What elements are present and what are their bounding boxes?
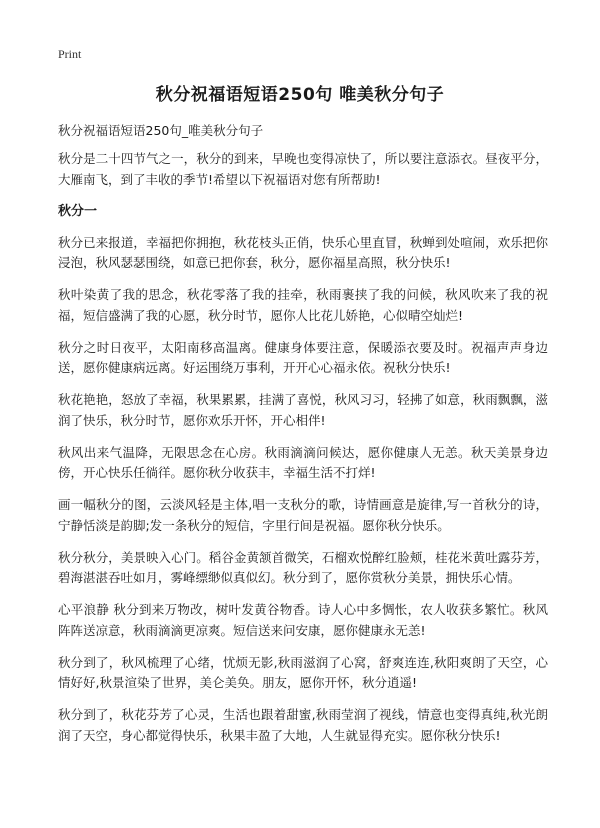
blessing-paragraph: 秋分到了，秋花芬芳了心灵，生活也跟着甜蜜,秋雨莹润了视线，情意也变得真纯,秋光朗润了天空，身心都觉得快乐，秋果丰盈了大地，人生就显得充实。愿你秋分快乐! <box>58 707 548 743</box>
blessing-paragraph: 秋分秋分，美景映入心门。稻谷金黄颔首微笑，石榴欢悦醉红脸颊，桂花米黄吐露芬芳，碧海湛湛吞吐如月，雾峰缥缈似真似幻。秋分到了，愿你赏秋分美景，拥快乐心情。 <box>58 549 548 585</box>
blessing-paragraph: 秋分到了，秋风梳理了心绪，忧烦无影,秋雨滋润了心窝，舒爽连连,秋阳爽朗了天空，心情好好,秋景渲染了世界，美仑美奂。朋友，愿你开怀，秋分逍遥! <box>58 654 548 690</box>
intro-paragraph: 秋分是二十四节气之一，秋分的到来，早晚也变得凉快了，所以要注意添衣。昼夜平分，大雁南飞，到了丰收的季节!希望以下祝福语对您有所帮助! <box>58 151 548 187</box>
blessing-paragraph: 秋风出来气温降，无限思念在心房。秋雨滴滴问候达，愿你健康人无恙。秋天美景身边傍，开心快乐任徜徉。愿你秋分收获丰，幸福生活不打烊! <box>58 444 548 480</box>
page-title: 秋分祝福语短语250句 唯美秋分句子 <box>155 85 445 105</box>
blessing-paragraph: 秋花艳艳，怒放了幸福，秋果累累，挂满了喜悦，秋风习习，轻拂了如意，秋雨飘飘，滋润了快乐，秋分时节，愿你欢乐开怀，开心相伴! <box>58 392 548 428</box>
blessing-paragraph: 画一幅秋分的图，云淡风轻是主体,唱一支秋分的歌，诗情画意是旋律,写一首秋分的诗，宁静恬淡是韵脚;发一条秋分的短信，字里行间是祝福。愿你秋分快乐。 <box>58 497 548 533</box>
print-link[interactable]: Print <box>58 47 82 61</box>
blessing-paragraph: 心平浪静 秋分到来万物改，树叶发黄谷物香。诗人心中多惆怅，农人收获多繁忙。秋风阵阵送凉意，秋雨滴滴更凉爽。短信送来问安康，愿你健康永无恙! <box>58 602 548 638</box>
blessing-paragraph: 秋分已来报道，幸福把你拥抱，秋花枝头正俏，快乐心里直冒，秋蝉到处喧闹，欢乐把你浸泡，秋风瑟瑟围绕，如意已把你套，秋分，愿你福星高照，秋分快乐! <box>58 234 548 270</box>
section-heading: 秋分一 <box>58 203 98 219</box>
blessing-paragraph: 秋分之时日夜平，太阳南移高温离。健康身体要注意，保暖添衣要及时。祝福声声身边送，愿你健康病远离。好运围绕万事利，开开心心福永依。祝秋分快乐! <box>58 339 548 375</box>
article-body <box>58 149 548 758</box>
blessing-paragraph: 秋叶染黄了我的思念，秋花零落了我的挂牵，秋雨裹挟了我的问候，秋风吹来了我的祝福，短信盛满了我的心愿，秋分时节，愿你人比花儿娇艳，心似晴空灿烂! <box>58 287 548 323</box>
page-subtitle: 秋分祝福语短语250句_唯美秋分句子 <box>58 123 264 138</box>
